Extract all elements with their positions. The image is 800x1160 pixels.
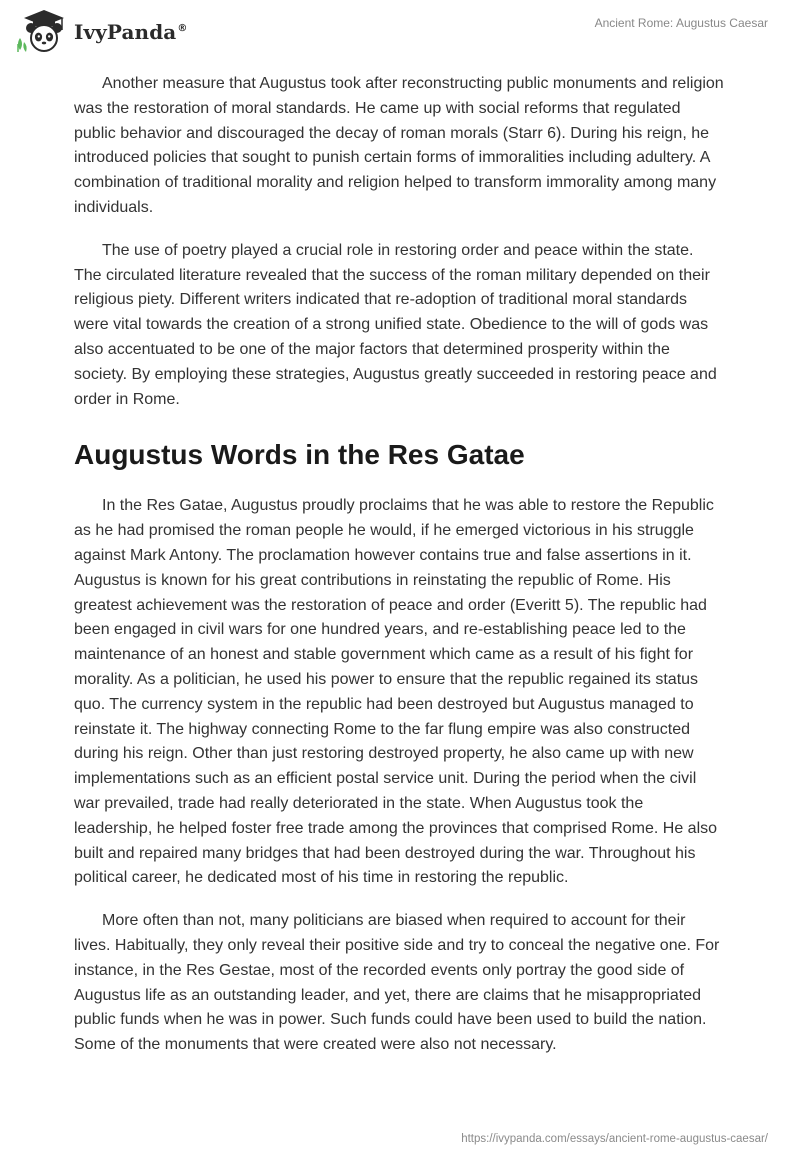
- page-header: [0, 0, 800, 62]
- panda-graduation-cap-icon: [14, 8, 72, 54]
- brand-name: IvyPanda®: [74, 20, 188, 44]
- brand-logo[interactable]: [14, 8, 187, 54]
- paragraph: Another measure that Augustus took after reconstructing public monuments and religion was the restoration of moral standards. He came up with social reforms that regulated public behavior and discouraged the decay of roman morals (Starr 6). During his reign, he introduced policies that sought to punish certain forms of immoralities including adultery. A combination of traditional morality and religion helped to transform immorality among many individuals.: [74, 75, 724, 216]
- paragraph: The use of poetry played a crucial role in restoring order and peace within the state. The circulated literature revealed that the success of the roman military depended on their religious piety. Different writers indicated that re-adoption of traditional moral standards were vital towards the creation of a strong unified state. Obedience to the will of gods was also accentuated to be one of the major factors that determined prosperity within the society. By employing these strategies, Augustus greatly succeeded in restoring peace and order in Rome.: [74, 241, 717, 408]
- document-title: Ancient Rome: Augustus Caesar: [594, 16, 768, 30]
- paragraph: In the Res Gatae, Augustus proudly proclaims that he was able to restore the Republic as he had promised the roman people he would, if he emerged victorious in his struggle against Mark Antony. The proclamation however contains true and false assertions in it. Augustus is known for his great contributions in reinstating the republic of Rome. His greatest achievement was the restoration of peace and order (Everitt 5). The republic had been engaged in civil wars for one hundred years, and re-establishing peace led to the maintenance of an honest and stable government which came as a result of his fight for morality. As a politician, he used his power to ensure that the republic regained its status quo. The currency system in the republic had been destroyed but Augustus managed to reinstate it. The highway connecting Rome to the far flung empire was also constructed during his reign. Other than just restoring destroyed property, he also came up with new implementations such as an efficient postal service unit. During the period when the civil war prevailed, trade had really deteriorated in the state. When Augustus took the leadership, he helped foster free trade among the provinces that comprised Rome. He also built and repaired many bridges that had been destroyed during the war. Throughout his political career, he dedicated most of his time in restoring the republic.: [74, 497, 718, 887]
- article-body: [74, 72, 724, 1076]
- source-url[interactable]: https://ivypanda.com/essays/ancient-rome-augustus-caesar/: [461, 1133, 768, 1145]
- brand-registered-mark: ®: [177, 23, 188, 35]
- section-heading: Augustus Words in the Res Gatae: [74, 439, 525, 471]
- paragraph: More often than not, many politicians are biased when required to account for their lives. Habitually, they only reveal their positive side and try to conceal the negative one. For instance, in the Res Gestae, most of the recorded events only portray the good side of Augustus life as an outstanding leader, and yet, there are claims that he misappropriated public funds when he was in power. Such funds could have been used to build the nation. Some of the monuments that were created were also not necessary.: [74, 912, 720, 1054]
